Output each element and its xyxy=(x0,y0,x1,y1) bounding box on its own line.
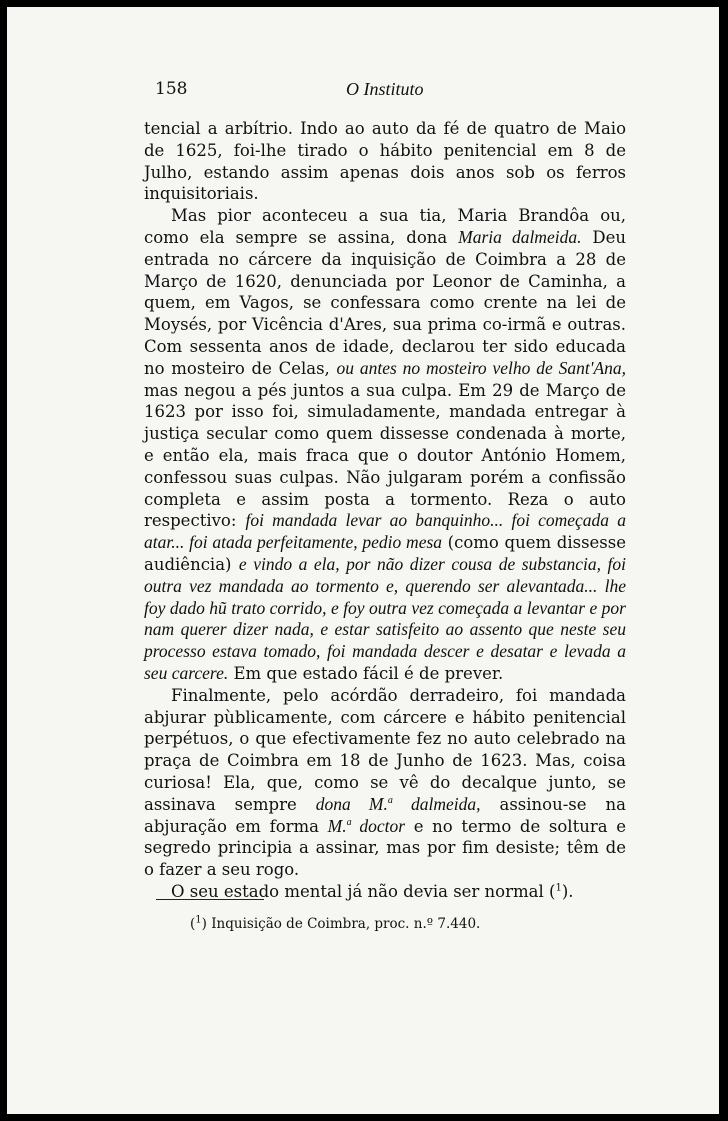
footnote-divider xyxy=(156,899,264,900)
p2-text-a: Mas pior aconteceu a sua tia, Maria Brandôa ou, como ela sempre se assina, dona xyxy=(144,206,626,247)
p3-italic-signature-1 xyxy=(316,794,481,814)
p2-text-c: Deu entrada no cárcere da inquisição de Coimbra a 28 de Março de 1620, denunciada por Leonor de Caminha, a quem, em Vagos, se confessara como crente na lei de Moysés, por Vicência d'Ares, sua prima co-irmã e outras. Com sessenta anos de idade, declarou ter sido educada no mosteiro de Celas, xyxy=(144,227,626,378)
p2-italic-convent: ou antes no mosteiro velho de Sant'Ana, xyxy=(336,357,627,378)
p4-text-b: ). xyxy=(561,881,574,901)
p3-sig1-c: dalmeida, xyxy=(392,793,481,814)
p2-text-g: (como quem dissesse audiência) xyxy=(144,533,627,574)
paragraph-2 xyxy=(144,205,626,685)
p3-text-g: e no termo de soltura e segredo principia a assinar, mas por fim desiste; têm de o fazer a seu rogo. xyxy=(144,816,626,880)
paragraph-3 xyxy=(144,685,626,881)
footnote-text: Inquisição de Coimbra, proc. n.º 7.440. xyxy=(211,916,481,932)
p4-text-a: O seu estado mental já não devia ser normal ( xyxy=(171,881,556,901)
p3-italic-signature-2 xyxy=(328,816,405,836)
body-text xyxy=(144,118,626,903)
p3-sig1-sup: a xyxy=(387,794,393,806)
p3-text-d: assinou-se na abjuração em forma xyxy=(144,794,627,836)
p2-text-i: Em que estado fácil é de prever. xyxy=(228,663,504,683)
p2-italic-quote-2: e vindo a ela, por não dizer cousa de substancia, foi outra vez mandada ao tormento e, querendo ser alevantada... lhe foy dado hũ trato corrido, e foy outra vez começada a levantar e por nam querer dizer nada, e estar satisfeito ao assento que neste seu processo estava tomado, foi mandada descer e desatar e levada a seu carcere. xyxy=(144,553,626,683)
p3-text-a: Finalmente, pelo acórdão derradeiro, foi mandada abjurar pùblicamente, com cárcere e hábito penitencial perpétuos, o que efectivamente fez no auto celebrado na praça de Coimbra em 18 de Junho de 1623. Mas, coisa curiosa! Ela, que, como se vê do decalque junto, se assinava sempre xyxy=(144,685,626,814)
paragraph-1-text: tencial a arbítrio. Indo ao auto da fé de quatro de Maio de 1625, foi-lhe tirado o hábito penitencial em 8 de Julho, estando assim apenas dois anos sob os ferros inquisitoriais. xyxy=(144,119,626,204)
p2-italic-name: Maria dalmeida. xyxy=(458,226,582,247)
footnote-marker: 1 xyxy=(195,914,202,926)
page-header xyxy=(151,79,621,103)
p3-sig2-a: M. xyxy=(327,815,347,836)
paragraph-1 xyxy=(144,118,626,205)
running-title: O Instituto xyxy=(346,79,424,99)
p3-sig1-a: dona M. xyxy=(315,793,388,814)
p3-sig2-sup: a xyxy=(346,816,352,828)
p2-italic-quote-1: foi mandada levar ao banquinho... foi começada a atar... foi atada perfeitamente, pedio mesa xyxy=(144,510,626,553)
p2-text-e: mas negou a pés juntos a sua culpa. Em 29 de Março de 1623 por isso foi, simuladamente, mandada entregar à justiça secular como quem dissesse condenada à morte, e então ela, mais fraca que o doutor António Homem, confessou suas culpas. Não julgaram porém a confissão completa e assim posta a tormento. Reza o auto respectivo: xyxy=(144,380,626,531)
footnote-ref: 1 xyxy=(555,882,562,894)
page-number: 158 xyxy=(155,79,188,99)
footnote: ($^1$) Inquisição de Coimbra, proc. n.º 7.440. xyxy=(190,914,481,932)
p3-sig2-c: doctor xyxy=(351,815,406,836)
